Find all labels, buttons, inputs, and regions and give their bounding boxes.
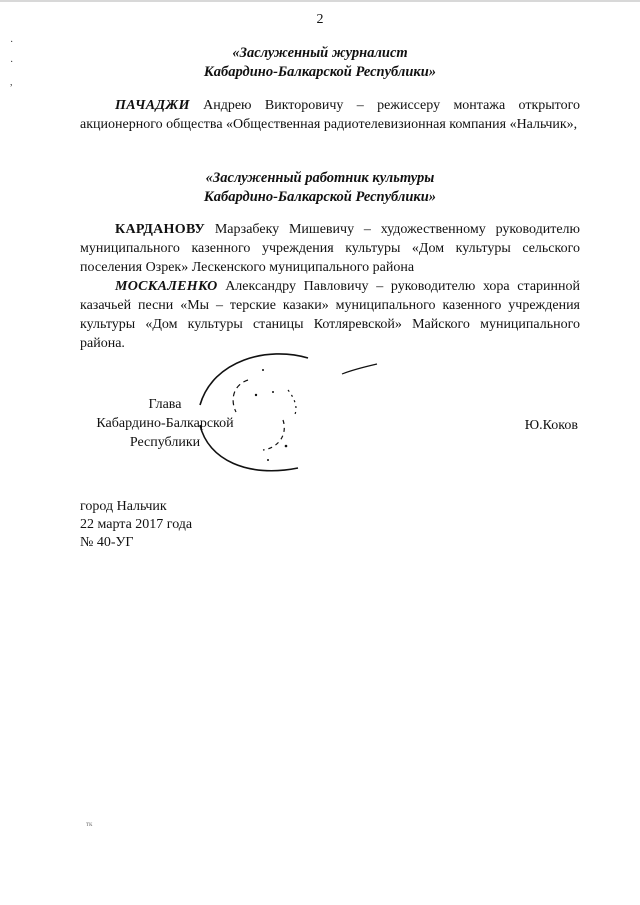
award-entry-kardanov xyxy=(80,220,580,277)
award-title-culture-worker xyxy=(0,169,640,207)
award-entry-pachadzhi xyxy=(80,96,580,134)
recipient-name: МОСКАЛЕНКО xyxy=(115,279,218,294)
footer-date: 22 марта 2017 года xyxy=(80,517,193,532)
award-title-line2: Кабардино-Балкарской Республики» xyxy=(203,64,437,80)
award-title-line1: «Заслуженный работник культуры xyxy=(205,170,435,186)
signatory-title-line1: Глава xyxy=(148,397,182,412)
page-number: 2 xyxy=(316,12,324,27)
award-title-line1: «Заслуженный журналист xyxy=(232,45,408,61)
signatory-title xyxy=(80,395,250,452)
signature-stroke xyxy=(340,358,380,378)
recipient-name: КАРДАНОВУ xyxy=(115,222,206,237)
recipient-description: Александру Павловичу – руководителю хора старинной казачьей песни «Мы – терские казаки» муниципального казенного учреждения культуры «Дом культуры станицы Котляревской» Майского муниципального района. xyxy=(80,279,580,351)
top-edge-line xyxy=(0,0,640,2)
scan-specks: · · , xyxy=(10,37,14,88)
signatory-title-line3: Республики xyxy=(129,435,201,450)
footer-number: № 40-УГ xyxy=(80,535,134,550)
award-entry-moskalenko xyxy=(80,277,580,353)
signatory-name: Ю.Коков xyxy=(524,418,578,433)
footer-city: город Нальчик xyxy=(80,499,167,514)
signatory-title-line2: Кабардино-Балкарской xyxy=(96,416,234,431)
recipient-description: Марзабеку Мишевичу – художественному руководителю муниципального казенного учреждения культуры «Дом культуры сельского поселения Озрек» Лескенского муниципального района xyxy=(80,222,580,275)
award-title-journalist xyxy=(0,44,640,82)
award-title-line2: Кабардино-Балкарской Республики» xyxy=(203,189,437,205)
document-footer xyxy=(80,498,192,552)
scan-mark: тк xyxy=(86,820,93,828)
recipient-description: Андрею Викторовичу – режиссеру монтажа открытого акционерного общества «Общественная радиотелевизионная компания «Нальчик», xyxy=(80,98,580,132)
recipient-name: ПАЧАДЖИ xyxy=(115,98,190,113)
